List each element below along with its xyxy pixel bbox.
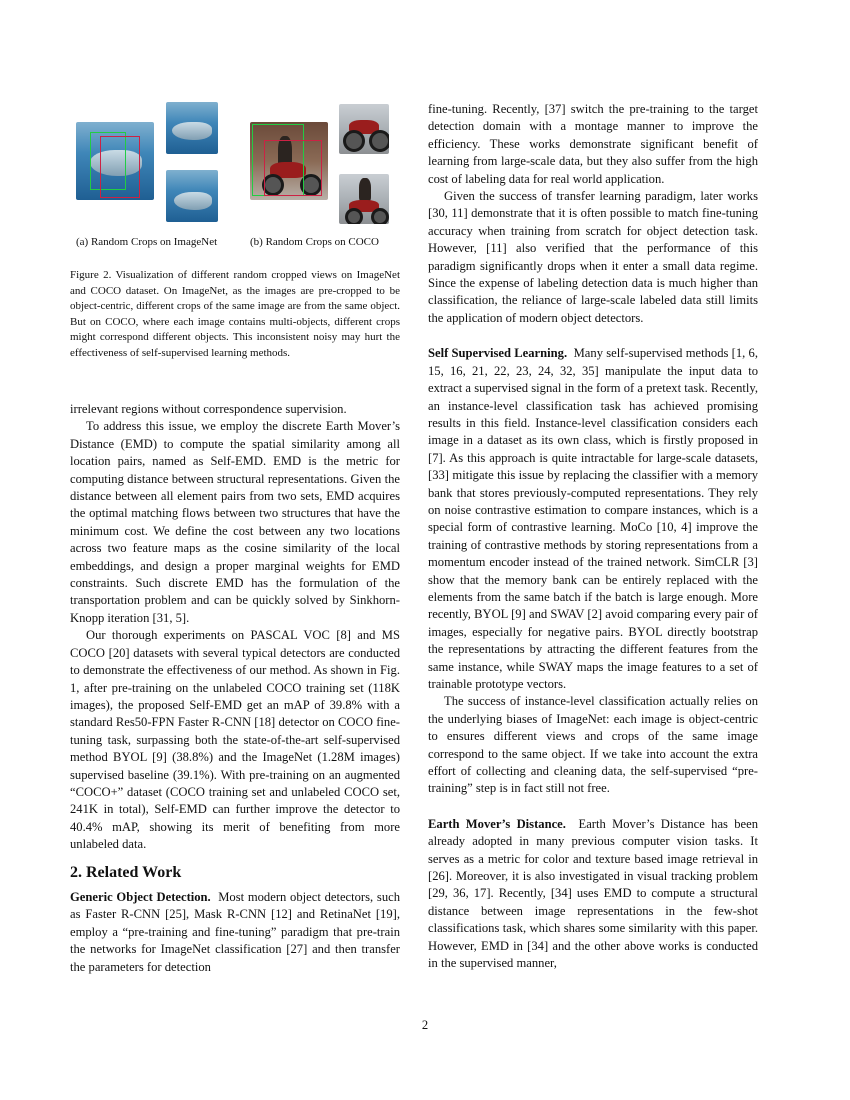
paragraph <box>428 345 758 693</box>
imagenet-crop-1 <box>166 102 218 154</box>
right-column <box>428 101 758 973</box>
paragraph-text: Earth Mover’s Distance has been already adopted in many previous computer vision tasks. It serves as a metric for color and texture based image retrieval in [26]. Moreover, it is also investigated in visual tracking problem [29, 36, 17]. Recently, [34] uses EMD to compute a structural distance between image representations in the few-shot classifications task, which shares some similarity with this paper. However, EMD in [34] and the other above works is conducted in the supervised manner, <box>428 816 758 971</box>
paragraph: fine-tuning. Recently, [37] switch the pre-training to the target detection domain with a montage manner to improve the efficiency. These works demonstrate significant benefit of learning from large-scale data, but they also suffer from the high cost of labeling data for real world application. <box>428 102 758 186</box>
page-number: 2 <box>421 1018 429 1032</box>
left-column <box>70 401 400 976</box>
red-crop-box <box>100 136 140 198</box>
subcaption-a: (a) Random Crops on ImageNet <box>76 236 218 248</box>
coco-crop-2 <box>339 174 389 224</box>
section-title: 2. Related Work <box>70 863 182 881</box>
paragraph-heading: Self Supervised Learning. <box>428 346 568 361</box>
red-crop-box <box>264 140 322 196</box>
imagenet-shark-image <box>76 122 154 200</box>
paragraph: irrelevant regions without correspondence supervision. <box>70 402 347 416</box>
figure-caption: Figure 2. Visualization of different random cropped views on ImageNet and COCO dataset. On ImageNet, as the images are pre-cropped to be object-centric, different crops of the same image are from the same object. But on COCO, where each image contains multi-objects, different crops might correspond different objects. This inconsistent noisy may hurt the effectiveness of self-supervised learning methods. <box>70 269 400 359</box>
paragraph-heading: Earth Mover’s Distance. <box>428 816 566 831</box>
paragraph-text: Most modern object detectors, such as Faster R-CNN [25], Mask R-CNN [12] and RetinaNet [19], employ a “pre-training and fine-tuning” paradigm that pre-train the networks for ImageNet classification [27] and then transfer the parameters for detection <box>70 889 400 974</box>
paragraph <box>428 816 758 973</box>
paragraph: To address this issue, we employ the discrete Earth Mover’s Distance (EMD) to compute the spatial similarity among all location pairs, named as Self-EMD. EMD is the metric for computing distance between structural representations. Given the distance between all element pairs from two sets, EMD acquires the optimal matching flows between two structures that have the minimum cost. We define the cost between any two locations across two feature maps as the cosine similarity of the local embeddings, and design a proper marginal weights for EMD constraints. Such discrete EMD has the formulation of the transportation problem and can be quickly solved by Sinkhorn-Knopp iteration [31, 5]. <box>70 419 400 625</box>
paragraph: Our thorough experiments on PASCAL VOC [8] and MS COCO [20] datasets with several typical detectors are conducted to demonstrate the effectiveness of our method. As shown in Fig. 1, after pre-training on the unlabeled COCO training set (118K images), the proposed Self-EMD get an mAP of 39.8% with a standard Res50-FPN Faster R-CNN [18] detector on COCO fine-tuning task, surpassing both the state-of-the-art self-supervised method BYOL [9] (38.8%) and the ImageNet (1.28M images) supervised baseline (39.1%). With pre-training on an augmented “COCO+” dataset (COCO training set and unlabeled COCO set, 241K in total), Self-EMD can further improve the detector to 40.4% mAP, showing its merit of benefiting from more unlabeled data. <box>70 628 400 852</box>
imagenet-crop-2 <box>166 170 218 222</box>
coco-crop-1 <box>339 104 389 154</box>
paragraph-text: Many self-supervised methods [1, 6, 15, 16, 21, 22, 23, 24, 32, 35] manipulate the input data to extract a supervised signal in the form of a pretext task. Recently, an instance-level classification task has achieved promising results in this field. Instance-level classification considers each image in a dataset as its own class, which is firstly proposed in [7]. As this approach is quite intractable for large-scale datasets, [33] mitigate this issue by replacing the classifier with a memory bank that stores previously-computed representations. They rely on noise contrastive estimation to compare instances, which is a special form of contrastive learning. MoCo [10, 4] improve the training of contrastive methods by storing representations from a momentum encoder instead of the trained network. SimCLR [3] show that the memory bank can be entirely replaced with the elements from the same batch if the batch is large enough. More recently, BYOL [9] and SWAV [2] avoid comparing every pair of images, especially for negative pairs. BYOL directly bootstrap the representations by attracting the different features from the same instance, while SWAY maps the image features to a set of trainable prototype vectors. <box>428 346 758 691</box>
paragraph-heading: Generic Object Detection. <box>70 889 211 904</box>
paragraph: The success of instance-level classification actually relies on the underlying biases of ImageNet: each image is object-centric to ensures different views and crops of the same image correspond to the same object. If we take into account the extra effort of collecting and cleaning data, the self-supervised “pre-training” step is in fact still not free. <box>428 694 758 796</box>
coco-motorbike-image <box>250 122 328 200</box>
subcaption-b: (b) Random Crops on COCO <box>250 236 379 248</box>
paragraph <box>70 889 400 976</box>
paragraph: Given the success of transfer learning paradigm, later works [30, 11] demonstrate that it is often possible to match fine-tuning accuracy when training from scratch for object detection task. However, [11] also verified that the performance of this paradigm significantly drops when it enter a small data regime. Since the expense of labeling detection data is much higher than classification, the reliance of large-scale labeled data still limits the application of modern object detectors. <box>428 189 758 325</box>
